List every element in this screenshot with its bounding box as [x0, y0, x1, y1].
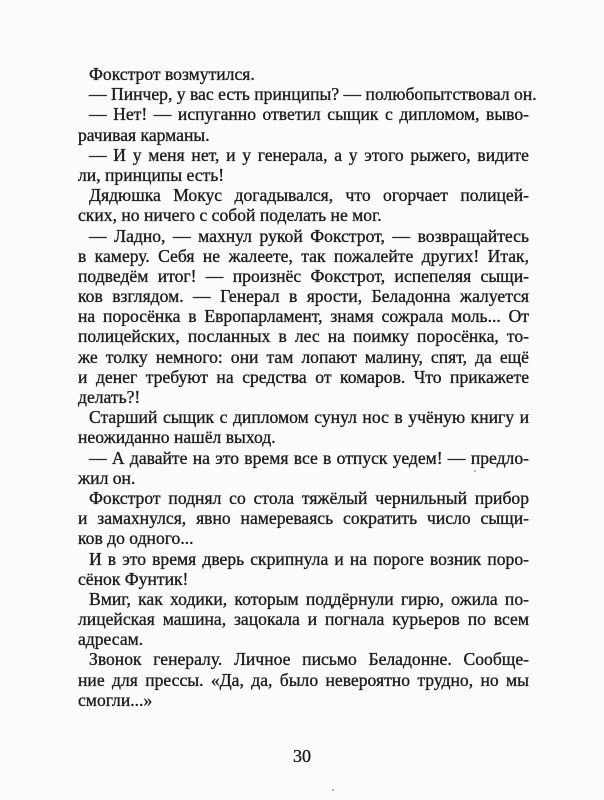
scan-speck: [474, 470, 476, 472]
text-line: ков до одного...: [78, 528, 194, 549]
text-line: и денег требуют на средства от комаров. Что прикажете: [78, 366, 529, 387]
page-number: 30: [293, 746, 311, 766]
text-line: Старший сыщик с дипломом сунул нос в учёную книгу и: [89, 407, 529, 428]
text-line: рачивая карманы.: [78, 124, 210, 145]
text-line: Звонок генералу. Личное письмо Беладонне. Сообще-: [89, 649, 529, 670]
book-page-body: [78, 64, 537, 710]
text-line: — И у меня нет, и у генерала, а у этого рыжего, видите: [89, 144, 529, 165]
text-line: и замахнулся, явно намереваясь сократить число сыщи-: [78, 508, 529, 529]
text-line: И в это время дверь скрипнула и на пороге возник поро-: [89, 548, 529, 569]
text-line: ских, но ничего с собой поделать не мог.: [78, 205, 382, 226]
text-line: жил он.: [78, 467, 136, 488]
text-line: неожиданно нашёл выход.: [78, 427, 276, 448]
text-line: на поросёнка в Европарламент, знамя сожрала моль... От: [78, 306, 529, 327]
text-line: подведём итог! — произнёс Фокстрот, испепеляя сыщи-: [78, 265, 529, 286]
text-line: же толку немного: они там лопают малину, спят, да ещё: [78, 346, 529, 367]
text-line: ли, принципы есть!: [78, 164, 225, 185]
text-line: адресам.: [78, 629, 144, 650]
text-line: Фокстрот возмутился.: [89, 64, 255, 84]
text-line: Фокстрот поднял со стола тяжёлый чернильный прибор: [89, 487, 529, 508]
text-line: в камеру. Себя не жалеете, так пожалейте других! Итак,: [78, 245, 529, 266]
text-line: ков взглядом. — Генерал в ярости, Беладонна жалуется: [78, 286, 529, 307]
scan-speck: [332, 789, 334, 791]
text-line: — Ладно, — махнул рукой Фокстрот, — возвращайтесь: [89, 225, 529, 246]
text-line: сёнок Фунтик!: [78, 568, 189, 589]
text-line: ние для прессы. «Да, да, было невероятно трудно, но мы: [78, 669, 529, 690]
text-line: Дядюшка Мокус догадывался, что огорчает полицей-: [89, 185, 529, 206]
text-line: лицейская машина, зацокала и погнала курьеров по всем: [78, 609, 529, 630]
text-line: — А давайте на это время все в отпуск уедем! — предло-: [89, 447, 529, 468]
text-line: — Пинчер, у вас есть принципы? — полюбопытствовал он.: [89, 84, 537, 105]
text-line: Вмиг, как ходики, которым поддёрнули гирю, ожила по-: [89, 588, 529, 609]
text-line: — Нет! — испуганно ответил сыщик с дипломом, выво-: [89, 104, 529, 125]
text-line: делать?!: [78, 387, 141, 407]
text-line: смогли...»: [78, 689, 153, 710]
text-line: полицейских, посланных в лес на поимку поросёнка, то-: [78, 326, 529, 347]
